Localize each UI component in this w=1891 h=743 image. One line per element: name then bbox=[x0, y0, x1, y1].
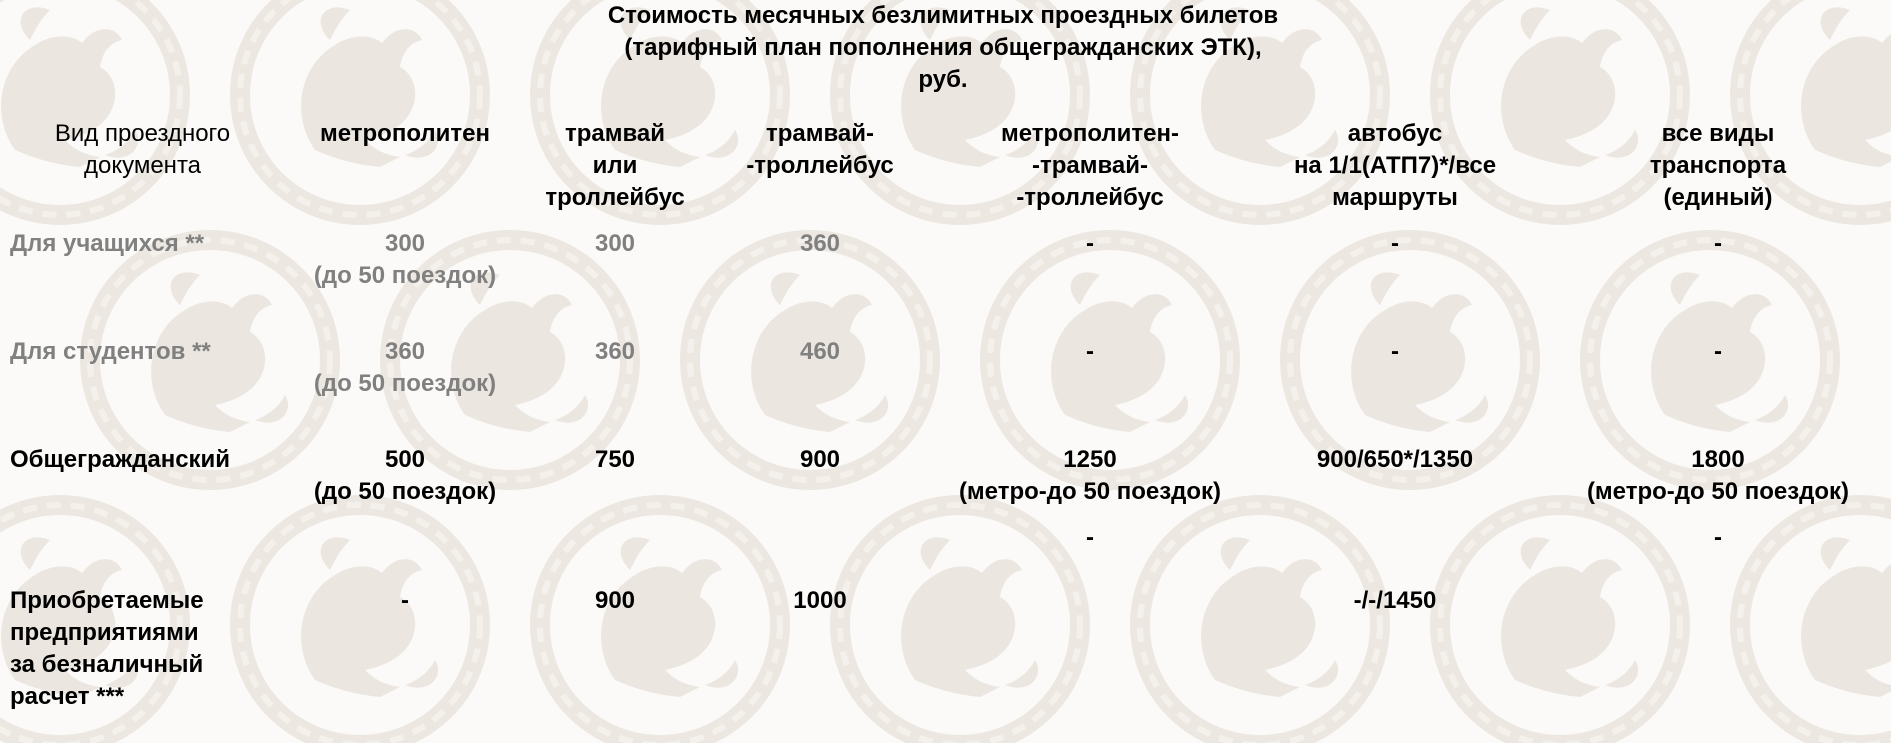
header-tram-or-trolley-line: или bbox=[592, 152, 638, 179]
header-row bbox=[0, 118, 1891, 228]
header-all-transport bbox=[1545, 118, 1891, 228]
cell-value: 360 bbox=[384, 338, 426, 365]
header-doc-type bbox=[0, 118, 285, 228]
header-bus-line: автобус bbox=[1347, 120, 1443, 147]
cell-general-bus: 900/650*/1350 bbox=[1316, 446, 1474, 473]
cell-students-bus: - bbox=[1391, 338, 1399, 365]
cell-pupils-bus: - bbox=[1391, 230, 1399, 257]
row-label-line: расчет *** bbox=[10, 683, 125, 710]
cell-note: (до 50 поездок) bbox=[313, 370, 497, 397]
row-label-line: за безналичный bbox=[10, 651, 204, 678]
cell-corporate-bus bbox=[1245, 552, 1545, 713]
header-bus-line: маршруты bbox=[1332, 184, 1458, 211]
cell-students-tram-or-trolley: 360 bbox=[594, 338, 636, 365]
header-metro bbox=[285, 118, 525, 228]
row-label-line: предприятиями bbox=[10, 619, 199, 646]
cell-general-metro bbox=[285, 444, 525, 552]
cell-students-all: - bbox=[1714, 338, 1722, 365]
cell-value: 1250 bbox=[1063, 446, 1117, 473]
cell-pupils-all: - bbox=[1714, 230, 1722, 257]
table-row bbox=[0, 336, 1891, 444]
row-label-general: Общегражданский bbox=[10, 446, 231, 473]
cell-pupils-metro bbox=[285, 228, 525, 336]
page-title bbox=[0, 0, 1891, 96]
cell-note: (до 50 поездок) bbox=[313, 478, 497, 505]
header-bus bbox=[1245, 118, 1545, 228]
header-metro-tram-trolley-line: -троллейбус bbox=[1016, 184, 1164, 211]
header-doc-type-line: документа bbox=[83, 152, 202, 179]
header-doc-type-line: Вид проездного bbox=[54, 120, 231, 147]
header-bus-line: на 1/1(АТП7)*/все bbox=[1293, 152, 1497, 179]
table-row bbox=[0, 552, 1891, 713]
cell-general-tram-or-trolley: 750 bbox=[594, 446, 636, 473]
title-line-1: Стоимость месячных безлимитных проездных билетов bbox=[607, 2, 1279, 29]
header-metro-line: метрополитен bbox=[319, 120, 490, 147]
header-all-transport-line: (единый) bbox=[1663, 184, 1773, 211]
header-all-transport-line: транспорта bbox=[1649, 152, 1787, 179]
cell-note: (до 50 поездок) bbox=[313, 262, 497, 289]
cell-value: - bbox=[1714, 524, 1722, 551]
cell-value: -/-/1450 bbox=[1353, 587, 1437, 614]
cell-value: 1000 bbox=[793, 587, 847, 614]
cell-corporate-tram-or-trolley bbox=[525, 552, 705, 713]
title-line-2: (тарифный план пополнения общегражданских ЭТК), bbox=[624, 34, 1262, 61]
cell-general-tram-trolley: 900 bbox=[799, 446, 841, 473]
cell-pupils-metro-tram-trolley: - bbox=[1086, 230, 1094, 257]
cell-pupils-tram-trolley: 360 bbox=[799, 230, 841, 257]
row-label-line: Приобретаемые bbox=[10, 587, 204, 614]
header-metro-tram-trolley-line: метрополитен- bbox=[1000, 120, 1179, 147]
cell-corporate-metro-tram-trolley bbox=[935, 524, 1245, 713]
table-row bbox=[0, 228, 1891, 336]
header-tram-or-trolley bbox=[525, 118, 705, 228]
cell-value: 1800 bbox=[1691, 446, 1745, 473]
fares-table bbox=[0, 118, 1891, 713]
row-label-pupils: Для учащихся ** bbox=[10, 230, 205, 257]
cell-pupils-tram-or-trolley: 300 bbox=[594, 230, 636, 257]
header-tram-or-trolley-line: трамвай bbox=[564, 120, 666, 147]
row-label-corporate bbox=[0, 552, 285, 713]
cell-value: 900 bbox=[594, 587, 636, 614]
header-tram-trolley-line: трамвай- bbox=[765, 120, 875, 147]
cell-students-metro bbox=[285, 336, 525, 444]
cell-corporate-all bbox=[1545, 524, 1891, 713]
header-tram-or-trolley-line: троллейбус bbox=[545, 184, 685, 211]
cell-value: - bbox=[1086, 524, 1094, 551]
cell-note: (метро-до 50 поездок) bbox=[1586, 478, 1850, 505]
header-all-transport-line: все виды bbox=[1661, 120, 1775, 147]
cell-value: 300 bbox=[384, 230, 426, 257]
title-line-3: руб. bbox=[918, 66, 968, 93]
cell-note: (метро-до 50 поездок) bbox=[958, 478, 1222, 505]
cell-students-metro-tram-trolley: - bbox=[1086, 338, 1094, 365]
header-tram-trolley-line: -троллейбус bbox=[746, 152, 894, 179]
row-label-students: Для студентов ** bbox=[10, 338, 211, 365]
header-metro-tram-trolley-line: -трамвай- bbox=[1031, 152, 1149, 179]
header-metro-tram-trolley bbox=[935, 118, 1245, 228]
cell-corporate-metro bbox=[285, 552, 525, 713]
cell-value: - bbox=[401, 587, 409, 614]
cell-students-tram-trolley: 460 bbox=[799, 338, 841, 365]
cell-corporate-tram-trolley bbox=[705, 552, 935, 713]
cell-value: 500 bbox=[384, 446, 426, 473]
header-tram-trolley bbox=[705, 118, 935, 228]
